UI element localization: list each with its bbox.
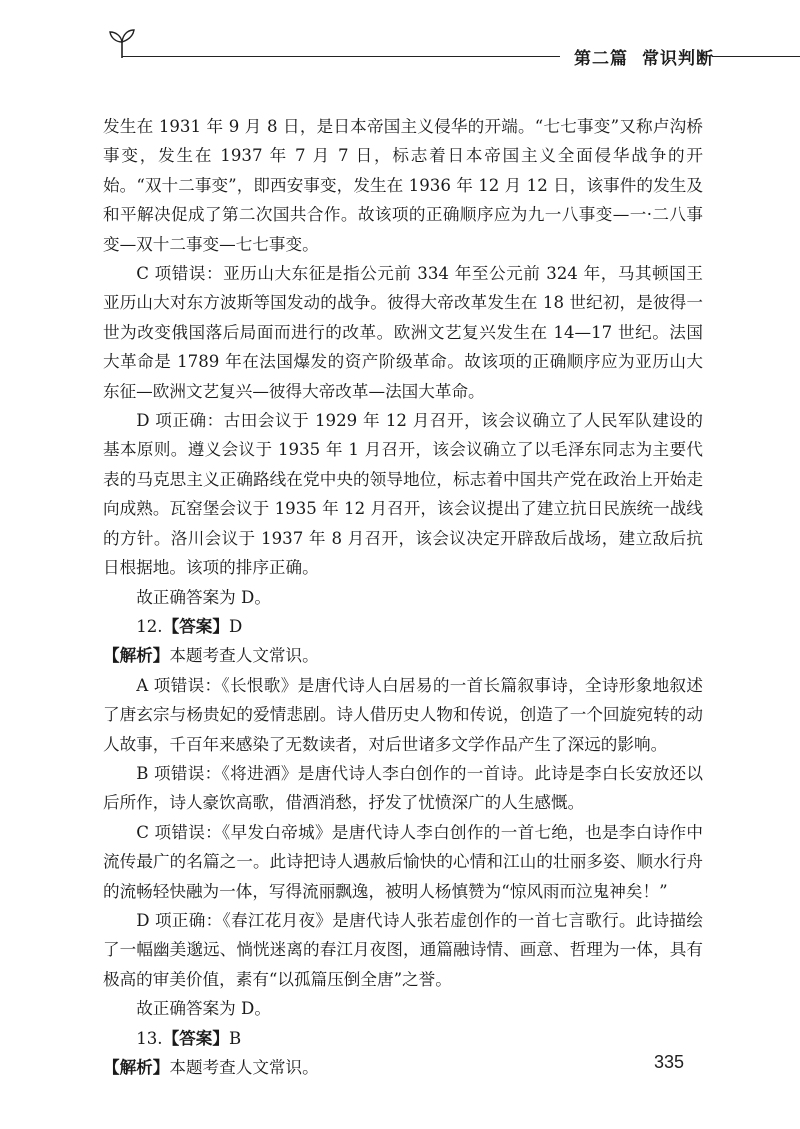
header-section: 常识判断 [642, 49, 714, 69]
sprout-icon [104, 24, 140, 60]
q12-answer-tag: 【答案】 [162, 616, 229, 636]
q12-conclusion: 故正确答案为 D。 [136, 999, 271, 1019]
q13-analysis: 本题考查人文常识。 [169, 1058, 319, 1077]
q12-analysis: 本题考查人文常识。 [169, 646, 319, 666]
q13-analysis-tag: 【解析】 [103, 1058, 170, 1077]
q13-answer-tag: 【答案】 [162, 1028, 229, 1048]
paragraph-option-c: C 项错误：亚历山大东征是指公元前 334 年至公元前 324 年，马其顿国王亚历山大对东方波斯等国发动的战争。彼得大帝改革发生在 18 世纪初，是彼得一世为改变俄国落后局面而进行的改革。欧洲文艺复兴发生在 14—17 世纪。法国大革命是 1789 年在法国爆发的资产阶级革命。故该项的正确顺序应为亚历山大东征—欧洲文艺复兴—彼得大帝改革—法国大革命。 [103, 264, 703, 401]
header-title [574, 44, 714, 69]
paragraph-conclusion: 故正确答案为 D。 [136, 587, 271, 607]
q13-analysis-line [103, 1053, 703, 1082]
page-header [0, 0, 800, 80]
q12-option-b: B 项错误：《将进酒》是唐代诗人李白创作的一首诗。此诗是李白长安放还以后所作，诗人豪饮高歌，借酒消愁，抒发了忧愤深广的人生感慨。 [103, 763, 703, 813]
header-rule-right [712, 56, 800, 57]
q12-answer-line [103, 612, 703, 641]
q12-analysis-tag: 【解析】 [103, 646, 170, 666]
q12-answer: D [228, 616, 243, 636]
page-content [103, 112, 703, 1082]
header-part: 第二篇 [574, 49, 628, 69]
q13-answer-line [103, 1024, 703, 1053]
paragraph-continued: 发生在 1931 年 9 月 8 日，是日本帝国主义侵华的开端。“七七事变”又称卢沟桥事变，发生在 1937 年 7 月 7 日，标志着日本帝国主义全面侵华战争的开始。“双十二事变”，即西安事变，发生在 1936 年 12 月 12 日，该事件的发生及和平解决促成了第二次国共合作。故该项的正确顺序应为九一八事变—一·二八事变—双十二事变—七七事变。 [103, 117, 703, 254]
q12-option-c: C 项错误：《早发白帝城》是唐代诗人李白创作的一首七绝，也是李白诗作中流传最广的名篇之一。此诗把诗人遇赦后愉快的心情和江山的壮丽多姿、顺水行舟的流畅轻快融为一体，写得流丽飘逸，被明人杨慎赞为“惊风雨而泣鬼神矣！” [103, 822, 703, 901]
q12-number: 12. [136, 616, 163, 636]
q12-analysis-line [103, 641, 703, 670]
q13-answer: B [228, 1028, 242, 1048]
page-number: 335 [654, 1052, 685, 1072]
header-rule-left [122, 56, 560, 57]
q13-number: 13. [136, 1028, 163, 1048]
q12-option-a: A 项错误：《长恨歌》是唐代诗人白居易的一首长篇叙事诗，全诗形象地叙述了唐玄宗与杨贵妃的爱情悲剧。诗人借历史人物和传说，创造了一个回旋宛转的动人故事，千百年来感染了无数读者，对后世诸多文学作品产生了深远的影响。 [103, 675, 703, 754]
paragraph-option-d: D 项正确：古田会议于 1929 年 12 月召开，该会议确立了人民军队建设的基本原则。遵义会议于 1935 年 1 月召开，该会议确立了以毛泽东同志为主要代表的马克思主义正确路线在党中央的领导地位，标志着中国共产党在政治上开始走向成熟。瓦窑堡会议于 1935 年 12 月召开，该会议提出了建立抗日民族统一战线的方针。洛川会议于 1937 年 8 月召开，该会议决定开辟敌后战场，建立敌后抗日根据地。该项的排序正确。 [103, 411, 703, 578]
q12-option-d: D 项正确：《春江花月夜》是唐代诗人张若虚创作的一首七言歌行。此诗描绘了一幅幽美邈远、惝恍迷离的春江月夜图，通篇融诗情、画意、哲理为一体，具有极高的审美价值，素有“以孤篇压倒全唐”之誉。 [103, 910, 703, 989]
